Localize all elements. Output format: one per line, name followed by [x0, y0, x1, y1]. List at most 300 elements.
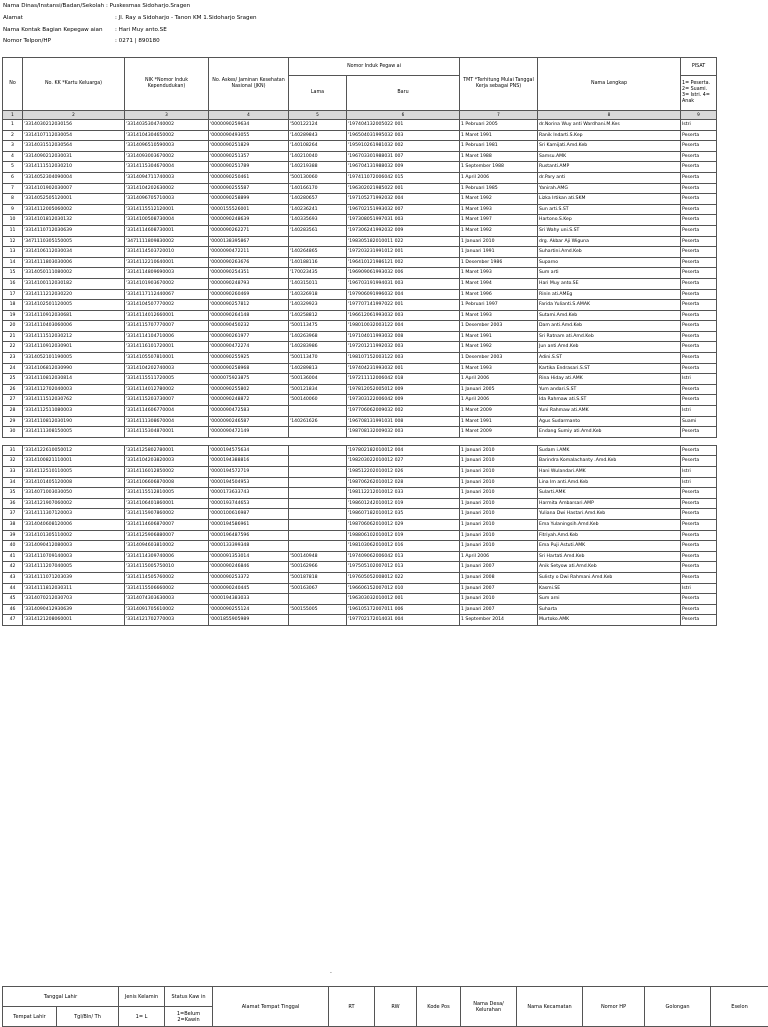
table-cell: Peserta — [681, 183, 717, 194]
table-cell: 1 Maret 1992 — [460, 342, 538, 353]
table-cell — [289, 509, 347, 520]
table-row — [3, 416, 717, 427]
column-number: 6 — [347, 111, 460, 120]
table-cell: '0000090255802 — [209, 384, 289, 395]
table-cell: '0000090258899 — [209, 194, 289, 205]
table-cell: '196105172007011 006 — [347, 604, 460, 615]
table-cell: 42 — [3, 562, 23, 573]
table-cell: '3314115506660002 — [125, 583, 209, 594]
table-cell: '140280657 — [289, 194, 347, 205]
table-cell: Lina Im anti.Amd.Keb — [538, 477, 681, 488]
table-cell: '3314114012660001 — [125, 310, 209, 321]
table-cell: '0000100616987 — [209, 509, 289, 520]
table-cell: Peserta — [681, 194, 717, 205]
table-cell: '0000090255587 — [209, 183, 289, 194]
table-row — [3, 141, 717, 152]
table-cell: Peserta — [681, 427, 717, 438]
table-cell: 29 — [3, 416, 23, 427]
table-cell: 1 Maret 1992 — [460, 194, 538, 205]
col-sk-code: 1=Belum 2=Kawin — [165, 1007, 213, 1027]
table-cell: '197409062006042 013 — [347, 551, 460, 562]
table-cell: Peserta — [681, 519, 717, 530]
table-cell: Lizka Irtikan ati.SKM — [538, 194, 681, 205]
table-cell: 22 — [3, 342, 23, 353]
table-cell: '3314114309740006 — [125, 551, 209, 562]
table-cell: '500163067 — [289, 583, 347, 594]
col-jk-code: 1= L — [119, 1007, 165, 1027]
table-row — [3, 445, 717, 456]
table-cell: '197404231993032 001 — [347, 363, 460, 374]
table-cell: '197211112006042 018 — [347, 374, 460, 385]
table-cell: 2 — [3, 130, 23, 141]
table-cell: '3314116101720001 — [125, 342, 209, 353]
table-cell: Sularti.AMK — [538, 488, 681, 499]
table-cell: '196708131991031 008 — [347, 416, 460, 427]
table-cell: 32 — [3, 456, 23, 467]
gap-cell — [289, 437, 347, 445]
table-cell: '198112212010012 033 — [347, 488, 460, 499]
gap-cell — [23, 437, 125, 445]
table-cell: Sri Wahy uni.S.ST — [538, 225, 681, 236]
col-rw: RW — [375, 987, 417, 1027]
table-cell: '0000090472274 — [209, 342, 289, 353]
table-cell: Peserta — [681, 384, 717, 395]
table-cell: Rina Hiday ati.AMK — [538, 374, 681, 385]
table-cell: 5 — [3, 162, 23, 173]
table-cell: '140108264 — [289, 141, 347, 152]
table-cell: '3314121907060002 — [23, 498, 125, 509]
table-row — [3, 615, 717, 626]
table-cell: '3314106606870008 — [125, 477, 209, 488]
table-cell: 1 Januari 2010 — [460, 456, 538, 467]
table-cell: '198512202010012 026 — [347, 467, 460, 478]
table-cell: 1 Januari 2007 — [460, 604, 538, 615]
column-number: 5 — [289, 111, 347, 120]
table-cell: '3314115511720005 — [125, 374, 209, 385]
col-jenis-kelamin: Jenis Kelamin — [119, 987, 165, 1007]
table-cell: Agus Sudarmanto — [538, 416, 681, 427]
table-cell: Peserta — [681, 445, 717, 456]
table-cell: dr.Pary anti — [538, 172, 681, 183]
table-cell: '3314115707770007 — [125, 321, 209, 332]
table-cell: Endang Sumiy ati.Amd.Keb — [538, 427, 681, 438]
table-cell: 26 — [3, 384, 23, 395]
table-cell: 1 Desember 2003 — [460, 321, 538, 332]
table-row — [3, 204, 717, 215]
table-cell: 36 — [3, 498, 23, 509]
table-cell: '500140060 — [289, 395, 347, 406]
table-cell: '3314031512030564 — [23, 141, 125, 152]
table-cell: '0000196487596 — [209, 530, 289, 541]
table-cell: '3314110812030814 — [23, 374, 125, 385]
column-number-row — [3, 111, 717, 120]
table-cell: '500155005 — [289, 604, 347, 615]
table-cell: '0000193744653 — [209, 498, 289, 509]
table-cell — [289, 427, 347, 438]
table-cell: 40 — [3, 541, 23, 552]
table-cell: '3314110812030190 — [23, 416, 125, 427]
table-row — [3, 498, 717, 509]
table-cell: 1 Januari 2010 — [460, 236, 538, 247]
table-cell: Ema Yulaningsih.Amd.Keb — [538, 519, 681, 530]
table-cell: dr.Norina Wuy anti Wardhani.M.Kes — [538, 120, 681, 131]
table-cell: '3314093003670002 — [125, 151, 209, 162]
table-cell: '3314101903670002 — [125, 278, 209, 289]
table-cell: 1 April 2006 — [460, 172, 538, 183]
table-cell — [289, 519, 347, 530]
table-cell: Sri Ratnam ati.Amd.Keb — [538, 331, 681, 342]
table-cell: '140166170 — [289, 183, 347, 194]
alamat-label: Alamat — [3, 15, 23, 21]
table-cell: '3314116012850002 — [125, 467, 209, 478]
table-cell: Peserta — [681, 172, 717, 183]
table-cell: 1 Maret 1993 — [460, 268, 538, 279]
table-cell: Istri — [681, 477, 717, 488]
table-cell: '3314121208060001 — [23, 615, 125, 626]
table-row — [3, 467, 717, 478]
col-nip-lama: Lama — [289, 76, 347, 111]
table-cell: '3314111512030212 — [23, 331, 125, 342]
table-cell: Sulisty o Dwi Rahmani.Amd.Keb — [538, 572, 681, 583]
table-row — [3, 427, 717, 438]
table-cell: '0000173633743 — [209, 488, 289, 499]
telpon-label: Nomor Telpon/HP — [3, 38, 51, 44]
table-cell: '0000090255925 — [209, 353, 289, 364]
table-cell: 27 — [3, 395, 23, 406]
table-cell: 1 Maret 2009 — [460, 427, 538, 438]
gap-cell — [347, 437, 460, 445]
table-row — [3, 604, 717, 615]
table-cell: '198107152003122 003 — [347, 353, 460, 364]
table-cell: Dam anti.Amd.Keb — [538, 321, 681, 332]
table-cell: 25 — [3, 374, 23, 385]
table-cell: '196703191994031 003 — [347, 278, 460, 289]
table-cell: Peserta — [681, 141, 717, 152]
table-cell: 13 — [3, 247, 23, 258]
table-cell: '0000090493055 — [209, 130, 289, 141]
table-cell: 7 — [3, 183, 23, 194]
table-cell: '0000090253372 — [209, 572, 289, 583]
table-cell: '196606152007012 010 — [347, 583, 460, 594]
nama-dinas-text: Nama Dinas/Instansi/Badan/Sekolah : Puskesmas Sidoharjo.Sragen — [3, 3, 191, 9]
table-row — [3, 488, 717, 499]
table-row — [3, 530, 717, 541]
table-cell: Peserta — [681, 541, 717, 552]
table-cell: '3314101405120008 — [23, 477, 125, 488]
table-cell: 1 September 2014 — [460, 615, 538, 626]
table-cell: '3314096705710003 — [125, 194, 209, 205]
table-cell: '3314111308670004 — [125, 416, 209, 427]
table-cell: '197306241992032 009 — [347, 225, 460, 236]
table-cell: '0000090264148 — [209, 310, 289, 321]
table-cell: 1 Januari 2010 — [460, 445, 538, 456]
table-cell: '3314112702040003 — [23, 384, 125, 395]
table-cell: 1 Januari 2007 — [460, 562, 538, 573]
table-cell: Peserta — [681, 151, 717, 162]
table-cell: '196612061993032 003 — [347, 310, 460, 321]
table-cell: 20 — [3, 321, 23, 332]
table-cell: '197802182010012 004 — [347, 445, 460, 456]
col-pisat: PISAT — [681, 58, 717, 76]
table-cell: '3314111812030311 — [23, 583, 125, 594]
table-cell: 1 Desember 2003 — [460, 353, 538, 364]
table-cell: '140283986 — [289, 342, 347, 353]
table-cell — [289, 498, 347, 509]
col-kecamatan: Nama Kecamatan — [517, 987, 583, 1027]
table-cell: '140264865 — [289, 247, 347, 258]
table-row — [3, 583, 717, 594]
table-cell: 1 Maret 2009 — [460, 406, 538, 417]
table-cell: Peserta — [681, 572, 717, 583]
table-cell: Sum arti — [538, 268, 681, 279]
header-alamat — [3, 15, 257, 22]
table-row — [3, 310, 717, 321]
table-cell: 1 Januari 2005 — [460, 384, 538, 395]
column-number: 9 — [681, 111, 717, 120]
table-cell: Hartono.S.Kep — [538, 215, 681, 226]
table-cell: '196504031995032 003 — [347, 130, 460, 141]
table-cell: Istri — [681, 120, 717, 131]
table-cell: '0000090251789 — [209, 162, 289, 173]
table-cell: '500130060 — [289, 172, 347, 183]
table-cell: '500122124 — [289, 120, 347, 131]
table-cell: '3314111308150005 — [23, 427, 125, 438]
table-cell: '0000194383033 — [209, 594, 289, 605]
table-cell: 1 September 1988 — [460, 162, 538, 173]
col-nama: Nama Lengkap — [538, 58, 681, 111]
table-cell: 1 Januari 2010 — [460, 467, 538, 478]
table-cell: '197308051997031 003 — [347, 215, 460, 226]
table-cell: '0000090472211 — [209, 247, 289, 258]
table-cell: Istri — [681, 406, 717, 417]
header-kontak — [3, 27, 167, 34]
table-cell: '3314111512030210 — [23, 162, 125, 173]
table-cell: '140315011 — [289, 278, 347, 289]
table-cell: Istri — [681, 583, 717, 594]
kontak-value: : Hari Muy anto.SE — [115, 27, 167, 33]
table-cell: '3314115203730007 — [125, 395, 209, 406]
table-cell: 31 — [3, 445, 23, 456]
table-row — [3, 300, 717, 311]
table-cell: 19 — [3, 310, 23, 321]
table-cell: '3314111512030762 — [23, 395, 125, 406]
table-cell: Sri Hartati.Amd.Keb — [538, 551, 681, 562]
table-cell: '3314125906880007 — [125, 530, 209, 541]
table-cell — [289, 236, 347, 247]
table-cell: '140188116 — [289, 257, 347, 268]
table-cell: '0000133399348 — [209, 541, 289, 552]
table-cell: 1 — [3, 120, 23, 131]
table-cell: '3314117112440067 — [125, 289, 209, 300]
table-cell: Barindra Komalachanty .Amd.Keb — [538, 456, 681, 467]
table-cell: '3314107112030054 — [23, 130, 125, 141]
table-cell: Murtoko.AMK — [538, 615, 681, 626]
table-cell: '3314106812030990 — [23, 363, 125, 374]
table-cell: Farida Yulianti.S.AMAK — [538, 300, 681, 311]
table-cell: 1 Maret 1996 — [460, 289, 538, 300]
table-cell: Rustanti.AMP — [538, 162, 681, 173]
table-cell: 1 Pebruari 1997 — [460, 300, 538, 311]
table-cell: '197707141997022 001 — [347, 300, 460, 311]
gap-cell — [538, 437, 681, 445]
table-cell: '140335693 — [289, 215, 347, 226]
table-cell: '3314114608730001 — [125, 225, 209, 236]
table-cell: Peserta — [681, 257, 717, 268]
col-nomor-hp: Nomor HP — [583, 987, 645, 1027]
table-cell: 1 Januari 2010 — [460, 477, 538, 488]
table-cell: '0000090248793 — [209, 278, 289, 289]
table-cell — [289, 594, 347, 605]
table-cell: '140263968 — [289, 331, 347, 342]
table-cell: Kasmi.SE — [538, 583, 681, 594]
table-cell: 47 — [3, 615, 23, 626]
table-row — [3, 551, 717, 562]
table-cell: 45 — [3, 594, 23, 605]
table-row — [3, 406, 717, 417]
table-cell: Peserta — [681, 551, 717, 562]
table-cell: 1 Maret 1993 — [460, 310, 538, 321]
table-cell: '197104011993032 008 — [347, 331, 460, 342]
table-cell: '0000090263676 — [209, 257, 289, 268]
table-cell: '3471110305150005 — [23, 236, 125, 247]
table-cell — [289, 530, 347, 541]
table-cell: '3314052101190005 — [23, 353, 125, 364]
table-cell: '500187818 — [289, 572, 347, 583]
kontak-label: Nama Kontak Bagian Kepegaw aian — [3, 27, 103, 33]
table-cell: 41 — [3, 551, 23, 562]
table-row — [3, 594, 717, 605]
table-cell: '198708132009032 003 — [347, 427, 460, 438]
table-cell: '198010032003122 004 — [347, 321, 460, 332]
table-cell: '196703301988031 007 — [347, 151, 460, 162]
table-cell: '0000090257812 — [209, 300, 289, 311]
table-cell: Sum arni — [538, 594, 681, 605]
table-cell: 12 — [3, 236, 23, 247]
table-cell: '3314100821110001 — [23, 456, 125, 467]
table-cell: '0000090472583 — [209, 406, 289, 417]
table-cell: '0000090248639 — [209, 215, 289, 226]
table-cell: '0000090250461 — [209, 172, 289, 183]
table-cell: 44 — [3, 583, 23, 594]
table-cell: '196303032010012 001 — [347, 594, 460, 605]
telpon-value: : 0271 | 890180 — [115, 38, 160, 44]
table-cell: 43 — [3, 572, 23, 583]
gap-cell — [681, 437, 717, 445]
table-cell: Peserta — [681, 456, 717, 467]
table-cell: Istri — [681, 374, 717, 385]
table-cell: '0000075923875 — [209, 374, 289, 385]
column-number: 3 — [125, 111, 209, 120]
col-pisat-desc: 1= Peserta. 2= Suami. 3= Istri. 4= Anak — [681, 76, 717, 111]
col-golongan: Golongan — [645, 987, 711, 1027]
table-cell: '500113470 — [289, 353, 347, 364]
table-cell: '3314115512810005 — [125, 488, 209, 499]
table-row — [3, 130, 717, 141]
table-cell: '3314106112030034 — [23, 247, 125, 258]
table-cell: '3314050111080002 — [23, 268, 125, 279]
table-cell: '0000194575634 — [209, 445, 289, 456]
table-cell: '198203022010012 027 — [347, 456, 460, 467]
table-cell: Peserta — [681, 268, 717, 279]
table-cell: '0000090261977 — [209, 331, 289, 342]
table-cell: '0000090254351 — [209, 268, 289, 279]
table-cell: '3314114606870007 — [125, 519, 209, 530]
col-kk: No. KK *Kartu Keluarga) — [23, 58, 125, 111]
table-cell: '3314110709140003 — [23, 551, 125, 562]
table-cell: Adini.S.ST — [538, 353, 681, 364]
table-cell: '0000090251357 — [209, 151, 289, 162]
table-cell: Istri — [681, 467, 717, 478]
table-cell: Peserta — [681, 498, 717, 509]
table-cell: '3314112510110005 — [23, 467, 125, 478]
table-row — [3, 395, 717, 406]
table-cell: Peserta — [681, 300, 717, 311]
table-cell: '3314110912030901 — [23, 342, 125, 353]
table-cell: '197702172014031 004 — [347, 615, 460, 626]
table-cell: '198706262010012 028 — [347, 477, 460, 488]
table-cell: '3314110403060006 — [23, 321, 125, 332]
table-cell: 1 Maret 1991 — [460, 416, 538, 427]
table-cell: 14 — [3, 257, 23, 268]
table-cell: 1 Maret 1994 — [460, 278, 538, 289]
col-askes: No. Askes/ Jaminan Kesehatan Nasional (JKN) — [209, 58, 289, 111]
employee-rows — [3, 120, 717, 626]
table-cell: Peserta — [681, 342, 717, 353]
table-row — [3, 278, 717, 289]
table-row — [3, 225, 717, 236]
col-desa: Nama Desa/ Kelurahan — [461, 987, 517, 1027]
table-cell: Samsu.AMK — [538, 151, 681, 162]
table-cell: 1 Januari 2010 — [460, 509, 538, 520]
table-cell: '170023435 — [289, 268, 347, 279]
table-cell: '140236241 — [289, 204, 347, 215]
table-cell: 28 — [3, 406, 23, 417]
table-cell: '198607182010012 035 — [347, 509, 460, 520]
table-cell: '3314090412080003 — [23, 541, 125, 552]
table-cell: '3314094711740003 — [125, 172, 209, 183]
table-cell: '197201211992032 003 — [347, 342, 460, 353]
table-cell: Peserta — [681, 395, 717, 406]
table-cell: '3314115512120001 — [125, 204, 209, 215]
table-cell: Suhartini.Amd.Keb — [538, 247, 681, 258]
table-cell: Peserta — [681, 162, 717, 173]
table-cell: '197105271992032 004 — [347, 194, 460, 205]
col-no: No — [3, 58, 23, 111]
table-row — [3, 215, 717, 226]
table-cell: '3314052505120001 — [23, 194, 125, 205]
table-cell: 17 — [3, 289, 23, 300]
table-row — [3, 172, 717, 183]
table-cell: Peserta — [681, 289, 717, 300]
table-cell: Jun anti.Amd.Keb — [538, 342, 681, 353]
table-cell: '3314114012780002 — [125, 384, 209, 395]
table-cell: 39 — [3, 530, 23, 541]
table-row — [3, 321, 717, 332]
table-cell: 33 — [3, 467, 23, 478]
table-cell: 1 April 2006 — [460, 395, 538, 406]
table-cell: '3314101305110002 — [23, 530, 125, 541]
row-gap — [3, 437, 717, 445]
table-cell: '3314070212030703 — [23, 594, 125, 605]
col-tempat-lahir: Tempat Lahir — [3, 1007, 57, 1027]
table-cell: 8 — [3, 194, 23, 205]
table-cell: '197605052008012 022 — [347, 572, 460, 583]
table-cell: Peserta — [681, 363, 717, 374]
table-cell: '3314096510590003 — [125, 141, 209, 152]
table-row — [3, 541, 717, 552]
table-cell: 1 April 2006 — [460, 551, 538, 562]
table-cell: 24 — [3, 363, 23, 374]
